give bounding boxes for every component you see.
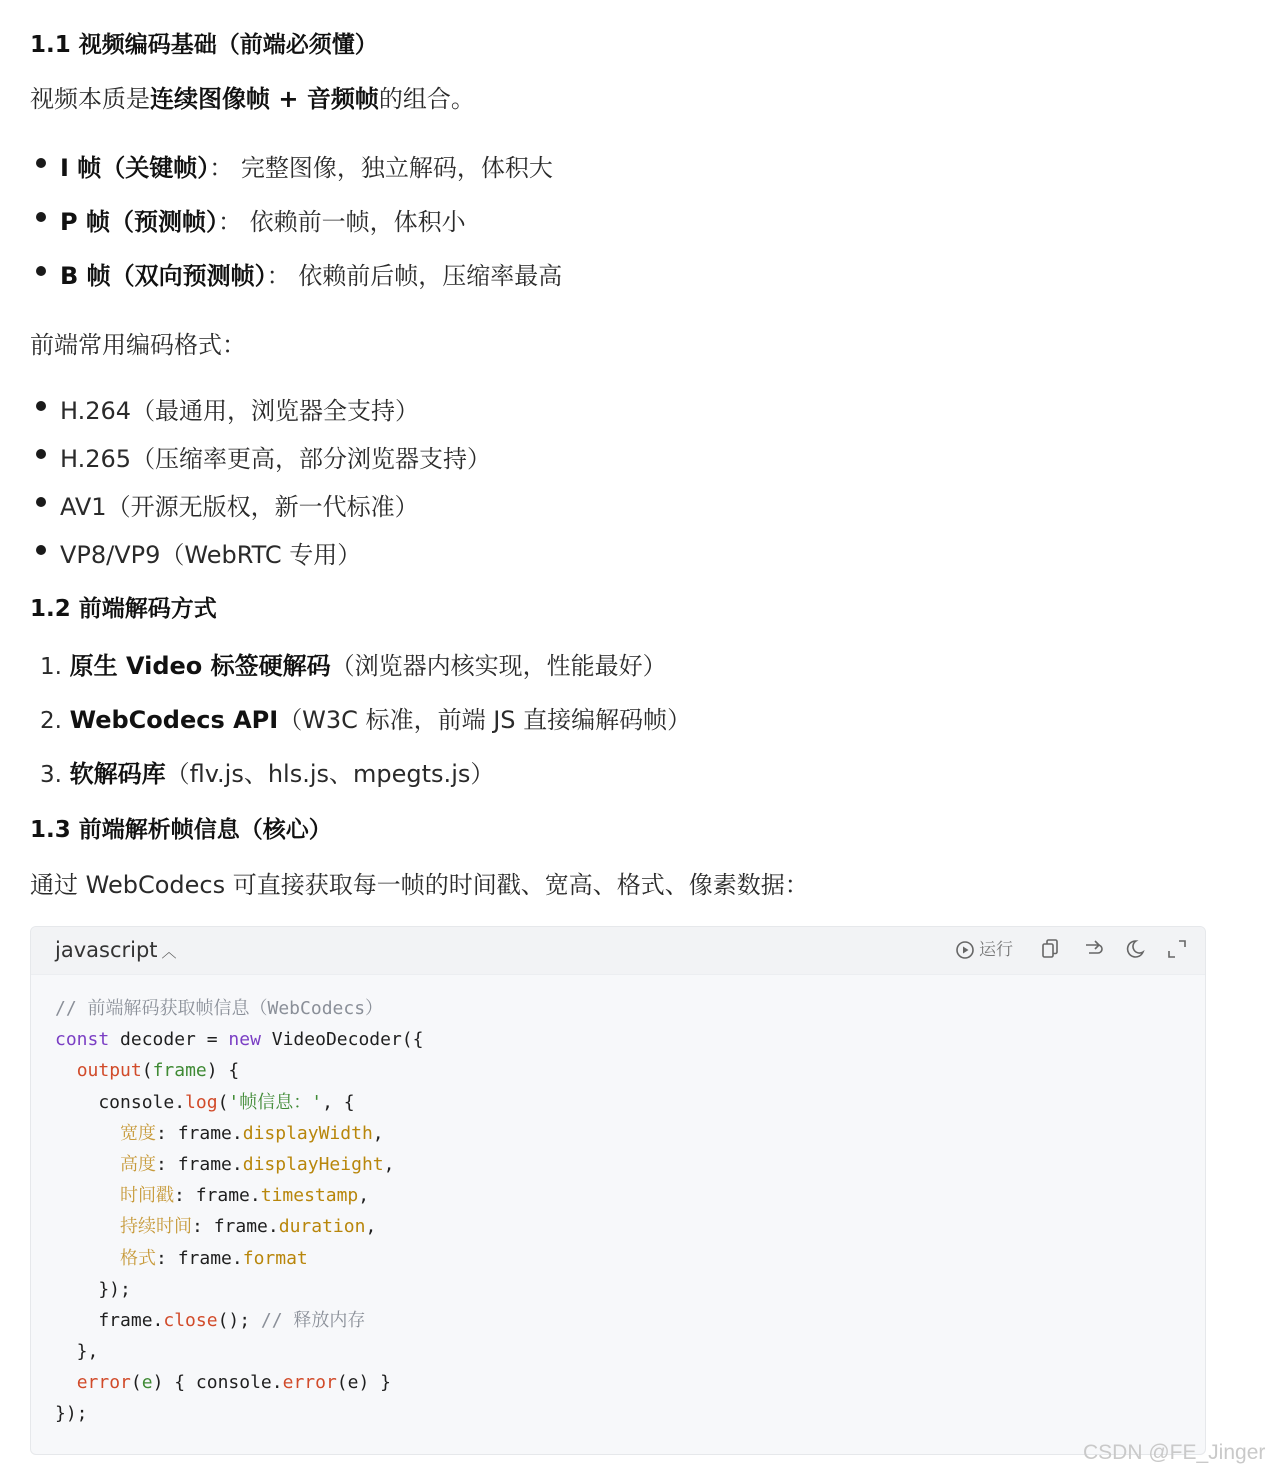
code-line: 时间戳: frame.timestamp,	[120, 1185, 370, 1207]
bullet-icon	[36, 158, 46, 168]
chevron-up-icon: ︿	[161, 943, 177, 961]
wrap-button[interactable]	[1083, 938, 1105, 960]
code-line: output(frame) {	[76, 1060, 240, 1082]
watermark: CSDN @FE_Jinger	[1083, 1441, 1266, 1464]
copy-button[interactable]	[1040, 938, 1060, 960]
theme-button[interactable]	[1124, 938, 1146, 960]
list-item-i-frame: I 帧（关键帧）： 完整图像，独立解码，体积大	[60, 154, 553, 182]
list-item-format: AV1（开源无版权，新一代标准）	[60, 493, 419, 521]
section-1-2-heading: 1.2 前端解码方式	[30, 596, 217, 622]
code-line: 宽度: frame.displayWidth,	[120, 1122, 384, 1144]
code-block-header	[31, 927, 1205, 975]
wrap-icon	[1083, 938, 1105, 960]
code-line: });	[55, 1403, 88, 1425]
code-content	[55, 993, 423, 1430]
list-item-p-frame: P 帧（预测帧）： 依赖前一帧，体积小	[60, 208, 466, 236]
list-item-format: H.265（压缩率更高，部分浏览器支持）	[60, 445, 492, 473]
code-line: });	[55, 1278, 131, 1300]
ordered-item-3: 3. 软解码库（flv.js、hls.js、mpegts.js）	[40, 760, 495, 788]
code-line: frame.close(); // 释放内存	[55, 1309, 366, 1331]
section-1-3-intro: 通过 WebCodecs 可直接获取每一帧的时间戳、宽高、格式、像素数据：	[30, 871, 809, 899]
list-item-format: H.264（最通用，浏览器全支持）	[60, 397, 420, 425]
run-button[interactable]: 运行	[955, 938, 1013, 962]
bullet-icon	[36, 401, 46, 411]
code-line: 格式: frame.format	[120, 1247, 308, 1269]
fullscreen-icon	[1166, 938, 1188, 960]
code-line: const decoder = new VideoDecoder({	[55, 1029, 424, 1051]
fullscreen-button[interactable]	[1166, 938, 1188, 960]
copy-icon	[1040, 938, 1060, 960]
section-1-1-heading: 1.1 视频编码基础（前端必须懂）	[30, 32, 378, 58]
bullet-icon	[36, 449, 46, 459]
code-block	[30, 926, 1206, 1455]
code-line: },	[55, 1341, 99, 1363]
formats-label: 前端常用编码格式：	[30, 331, 246, 359]
list-item-b-frame: B 帧（双向预测帧）： 依赖前后帧，压缩率最高	[60, 262, 563, 290]
ordered-item-1: 1. 原生 Video 标签硬解码（浏览器内核实现，性能最好）	[40, 652, 667, 680]
bullet-icon	[36, 497, 46, 507]
bullet-icon	[36, 266, 46, 276]
code-line: error(e) { console.error(e) }	[76, 1372, 391, 1394]
language-selector[interactable]: javascript ︿	[55, 938, 177, 962]
code-line: // 前端解码获取帧信息（WebCodecs）	[55, 998, 384, 1019]
play-icon	[955, 940, 975, 960]
bullet-icon	[36, 545, 46, 555]
code-line: 高度: frame.displayHeight,	[120, 1153, 395, 1175]
code-line: 持续时间: frame.duration,	[120, 1216, 377, 1238]
theme-icon	[1124, 938, 1146, 960]
section-1-3-heading: 1.3 前端解析帧信息（核心）	[30, 817, 332, 843]
list-item-format: VP8/VP9（WebRTC 专用）	[60, 541, 362, 569]
section-1-1-intro: 视频本质是连续图像帧 + 音频帧的组合。	[30, 85, 475, 113]
code-line: console.log('帧信息：', {	[55, 1091, 355, 1113]
ordered-item-2: 2. WebCodecs API（W3C 标准，前端 JS 直接编解码帧）	[40, 706, 692, 734]
bullet-icon	[36, 212, 46, 222]
